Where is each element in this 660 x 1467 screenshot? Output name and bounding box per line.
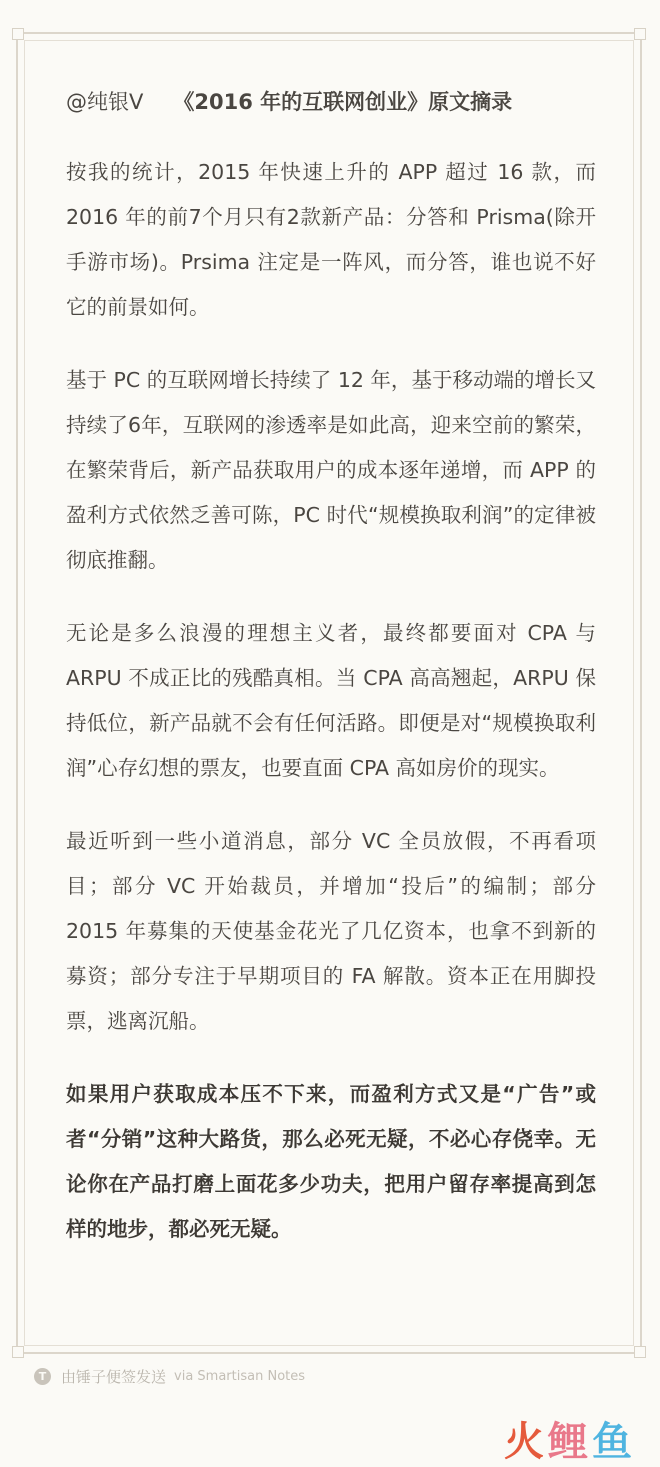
watermark-char: 火 bbox=[504, 1419, 548, 1465]
corner-ornament bbox=[12, 1346, 24, 1358]
note-paragraph-2: 基于 PC 的互联网增长持续了 12 年，基于移动端的增长又持续了6年，互联网的渗透率是如此高，迎来空前的繁荣，在繁荣背后，新产品获取用户的成本逐年递增，而 APP 的盈利方式依然乏善可陈，PC 时代“规模换取利润”的定律被彻底推翻。 bbox=[66, 368, 596, 572]
note-content bbox=[66, 86, 596, 1280]
sent-via-footer bbox=[34, 1366, 305, 1387]
note-bold-paragraph: 如果用户获取成本压不下来，而盈利方式又是“广告”或者“分销”这种大路货，那么必死无疑，不必心存侥幸。无论你在产品打磨上面花多少功夫，把用户留存率提高到怎样的地步，都必死无疑。 bbox=[66, 1082, 596, 1241]
corner-ornament bbox=[634, 28, 646, 40]
note-paragraph-1: 按我的统计，2015 年快速上升的 APP 超过 16 款，而 2016 年的前7个月只有2款新产品：分答和 Prisma(除开手游市场)。Prsima 注定是一阵风，而分答，谁也说不好它的前景如何。 bbox=[66, 160, 596, 319]
corner-ornament bbox=[12, 28, 24, 40]
note-paragraph-4: 最近听到一些小道消息，部分 VC 全员放假，不再看项目；部分 VC 开始裁员，并增加“投后”的编制；部分 2015 年募集的天使基金花光了几亿资本，也拿不到新的募资；部分专注于早期项目的 FA 解散。资本正在用脚投票，逃离沉船。 bbox=[66, 829, 596, 1033]
note-card bbox=[16, 32, 642, 1354]
note-title: 《2016 年的互联网创业》原文摘录 bbox=[173, 90, 513, 114]
smartisan-t-icon: T bbox=[34, 1368, 51, 1385]
corner-ornament bbox=[634, 1346, 646, 1358]
note-paragraph-3: 无论是多么浪漫的理想主义者，最终都要面对 CPA 与 ARPU 不成正比的残酷真相。当 CPA 高高翘起，ARPU 保持低位，新产品就不会有任何活路。即便是对“规模换取利润”心存幻想的票友，也要直面 CPA 高如房价的现实。 bbox=[66, 621, 596, 780]
note-title-line bbox=[66, 86, 596, 118]
watermark-logo bbox=[504, 1410, 636, 1467]
watermark-char: 鲤 bbox=[548, 1419, 592, 1465]
footer-text: 由锤子便签发送 bbox=[61, 1368, 167, 1386]
note-author: @纯银V bbox=[66, 90, 144, 114]
footer-via: via Smartisan Notes bbox=[174, 1369, 306, 1384]
watermark-char: 鱼 bbox=[592, 1419, 636, 1465]
